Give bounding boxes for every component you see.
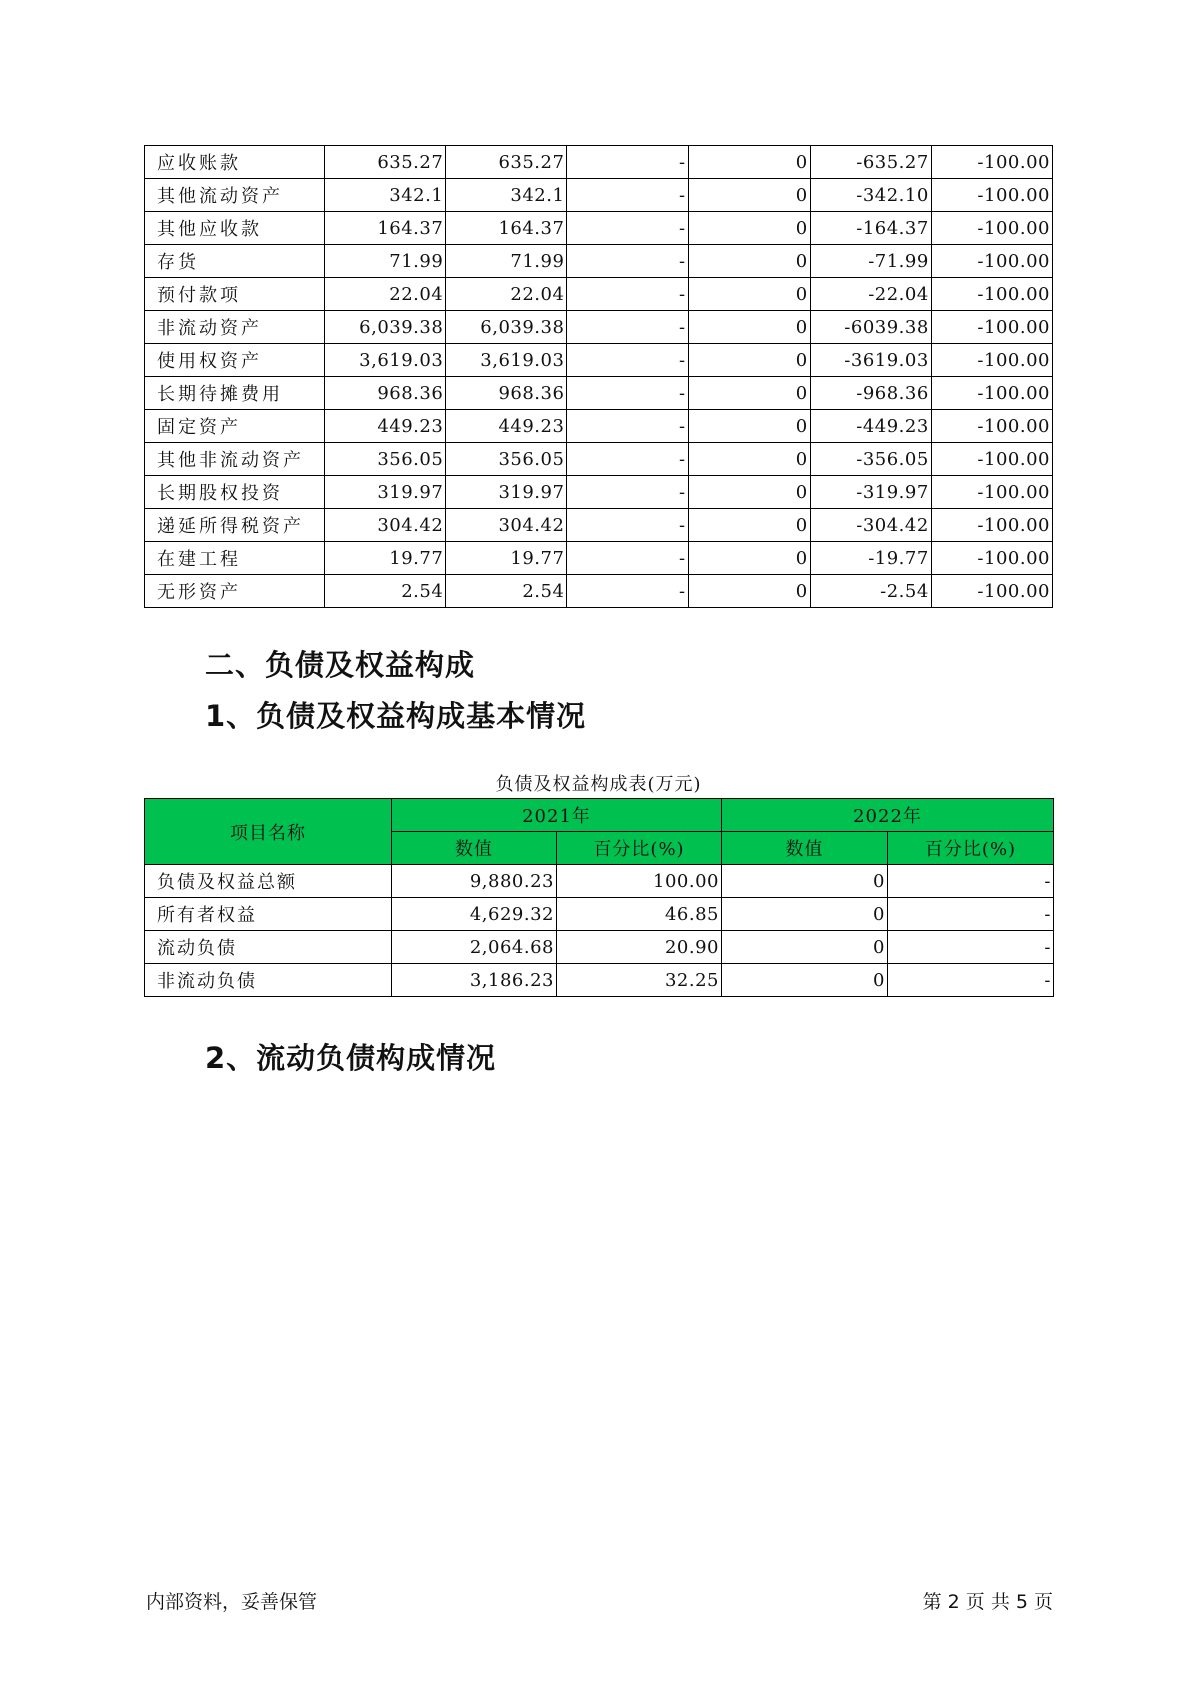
subsection-heading: 2、流动负债构成情况 bbox=[205, 1041, 497, 1075]
value-cell: 4,629.32 bbox=[392, 898, 557, 931]
value-cell: 342.1 bbox=[325, 179, 446, 212]
row-label-cell: 负债及权益总额 bbox=[145, 865, 392, 898]
value-cell: -100.00 bbox=[931, 278, 1052, 311]
row-label-cell: 固定资产 bbox=[145, 410, 325, 443]
value-cell: 319.97 bbox=[325, 476, 446, 509]
value-cell: 22.04 bbox=[325, 278, 446, 311]
value-cell: 2.54 bbox=[446, 575, 567, 608]
table-row bbox=[145, 377, 1053, 410]
value-cell: 0 bbox=[688, 212, 810, 245]
value-cell: -3619.03 bbox=[810, 344, 931, 377]
value-cell: 356.05 bbox=[446, 443, 567, 476]
assets-table-body bbox=[145, 146, 1053, 608]
table-row bbox=[145, 865, 1054, 898]
value-cell: -100.00 bbox=[931, 212, 1052, 245]
value-cell: -100.00 bbox=[931, 443, 1052, 476]
row-label-cell: 其他非流动资产 bbox=[145, 443, 325, 476]
value-cell: 3,619.03 bbox=[325, 344, 446, 377]
value-cell: - bbox=[567, 146, 688, 179]
row-label-cell: 存货 bbox=[145, 245, 325, 278]
value-cell: 164.37 bbox=[325, 212, 446, 245]
column-header-value: 数值 bbox=[722, 832, 888, 865]
value-cell: - bbox=[567, 278, 688, 311]
value-cell: 356.05 bbox=[325, 443, 446, 476]
value-cell: 0 bbox=[722, 931, 888, 964]
value-cell: 0 bbox=[688, 542, 810, 575]
table-row bbox=[145, 212, 1053, 245]
table-row bbox=[145, 964, 1054, 997]
value-cell: 342.1 bbox=[446, 179, 567, 212]
row-label-cell: 非流动负债 bbox=[145, 964, 392, 997]
value-cell: 635.27 bbox=[325, 146, 446, 179]
value-cell: - bbox=[567, 377, 688, 410]
value-cell: 635.27 bbox=[446, 146, 567, 179]
value-cell: -100.00 bbox=[931, 377, 1052, 410]
value-cell: - bbox=[567, 575, 688, 608]
table-row bbox=[145, 278, 1053, 311]
value-cell: -304.42 bbox=[810, 509, 931, 542]
value-cell: -100.00 bbox=[931, 344, 1052, 377]
value-cell: -164.37 bbox=[810, 212, 931, 245]
value-cell: 0 bbox=[722, 964, 888, 997]
value-cell: -100.00 bbox=[931, 311, 1052, 344]
value-cell: -6039.38 bbox=[810, 311, 931, 344]
table-row bbox=[145, 344, 1053, 377]
value-cell: 0 bbox=[688, 443, 810, 476]
value-cell: 20.90 bbox=[557, 931, 722, 964]
value-cell: - bbox=[567, 509, 688, 542]
table-header-row bbox=[145, 799, 1054, 832]
value-cell: - bbox=[567, 344, 688, 377]
table-row bbox=[145, 410, 1053, 443]
value-cell: 3,619.03 bbox=[446, 344, 567, 377]
value-cell: 0 bbox=[688, 245, 810, 278]
value-cell: 0 bbox=[688, 344, 810, 377]
row-label-cell: 其他应收款 bbox=[145, 212, 325, 245]
value-cell: -71.99 bbox=[810, 245, 931, 278]
value-cell: - bbox=[567, 311, 688, 344]
value-cell: 304.42 bbox=[446, 509, 567, 542]
value-cell: 449.23 bbox=[446, 410, 567, 443]
value-cell: 32.25 bbox=[557, 964, 722, 997]
table-row bbox=[145, 245, 1053, 278]
value-cell: -2.54 bbox=[810, 575, 931, 608]
table-row bbox=[145, 179, 1053, 212]
value-cell: - bbox=[888, 865, 1054, 898]
value-cell: 968.36 bbox=[446, 377, 567, 410]
value-cell: 0 bbox=[688, 509, 810, 542]
table-row bbox=[145, 476, 1053, 509]
value-cell: 9,880.23 bbox=[392, 865, 557, 898]
section-heading: 二、负债及权益构成 bbox=[205, 648, 476, 682]
value-cell: 2,064.68 bbox=[392, 931, 557, 964]
value-cell: -100.00 bbox=[931, 245, 1052, 278]
value-cell: 449.23 bbox=[325, 410, 446, 443]
value-cell: 0 bbox=[688, 476, 810, 509]
value-cell: - bbox=[567, 212, 688, 245]
value-cell: 19.77 bbox=[325, 542, 446, 575]
value-cell: - bbox=[888, 964, 1054, 997]
value-cell: 0 bbox=[688, 311, 810, 344]
value-cell: 3,186.23 bbox=[392, 964, 557, 997]
column-header-year1: 2021年 bbox=[392, 799, 722, 832]
subsection-heading: 1、负债及权益构成基本情况 bbox=[205, 699, 587, 733]
value-cell: -449.23 bbox=[810, 410, 931, 443]
column-header-year2: 2022年 bbox=[722, 799, 1054, 832]
assets-table bbox=[144, 145, 1053, 608]
row-label-cell: 无形资产 bbox=[145, 575, 325, 608]
value-cell: -100.00 bbox=[931, 575, 1052, 608]
value-cell: 968.36 bbox=[325, 377, 446, 410]
value-cell: 46.85 bbox=[557, 898, 722, 931]
table-row bbox=[145, 898, 1054, 931]
value-cell: 0 bbox=[722, 898, 888, 931]
column-header-item: 项目名称 bbox=[145, 799, 392, 865]
table-row bbox=[145, 443, 1053, 476]
value-cell: - bbox=[567, 542, 688, 575]
value-cell: 0 bbox=[688, 377, 810, 410]
row-label-cell: 长期待摊费用 bbox=[145, 377, 325, 410]
row-label-cell: 其他流动资产 bbox=[145, 179, 325, 212]
row-label-cell: 预付款项 bbox=[145, 278, 325, 311]
column-header-percent: 百分比(%) bbox=[888, 832, 1054, 865]
row-label-cell: 非流动资产 bbox=[145, 311, 325, 344]
value-cell: 22.04 bbox=[446, 278, 567, 311]
value-cell: 0 bbox=[722, 865, 888, 898]
value-cell: - bbox=[567, 245, 688, 278]
value-cell: 71.99 bbox=[325, 245, 446, 278]
row-label-cell: 在建工程 bbox=[145, 542, 325, 575]
footer-page-number: 第 2 页 共 5 页 bbox=[922, 1591, 1053, 1613]
row-label-cell: 应收账款 bbox=[145, 146, 325, 179]
value-cell: - bbox=[567, 476, 688, 509]
value-cell: -100.00 bbox=[931, 179, 1052, 212]
value-cell: -100.00 bbox=[931, 146, 1052, 179]
table-row bbox=[145, 311, 1053, 344]
table-row bbox=[145, 575, 1053, 608]
row-label-cell: 递延所得税资产 bbox=[145, 509, 325, 542]
column-header-value: 数值 bbox=[392, 832, 557, 865]
value-cell: 2.54 bbox=[325, 575, 446, 608]
value-cell: - bbox=[888, 898, 1054, 931]
value-cell: - bbox=[567, 443, 688, 476]
value-cell: 100.00 bbox=[557, 865, 722, 898]
value-cell: -100.00 bbox=[931, 509, 1052, 542]
value-cell: 0 bbox=[688, 179, 810, 212]
table-caption: 负债及权益构成表(万元) bbox=[495, 774, 702, 795]
row-label-cell: 流动负债 bbox=[145, 931, 392, 964]
table-row bbox=[145, 542, 1053, 575]
value-cell: 0 bbox=[688, 146, 810, 179]
table-row bbox=[145, 146, 1053, 179]
value-cell: -100.00 bbox=[931, 410, 1052, 443]
table-row bbox=[145, 509, 1053, 542]
footer-confidential-note: 内部资料，妥善保管 bbox=[146, 1591, 318, 1613]
value-cell: -342.10 bbox=[810, 179, 931, 212]
value-cell: - bbox=[567, 179, 688, 212]
value-cell: 164.37 bbox=[446, 212, 567, 245]
value-cell: 0 bbox=[688, 278, 810, 311]
value-cell: -100.00 bbox=[931, 476, 1052, 509]
value-cell: - bbox=[888, 931, 1054, 964]
value-cell: 0 bbox=[688, 575, 810, 608]
value-cell: -356.05 bbox=[810, 443, 931, 476]
value-cell: -19.77 bbox=[810, 542, 931, 575]
value-cell: 6,039.38 bbox=[446, 311, 567, 344]
value-cell: 19.77 bbox=[446, 542, 567, 575]
value-cell: -968.36 bbox=[810, 377, 931, 410]
column-header-percent: 百分比(%) bbox=[557, 832, 722, 865]
value-cell: 304.42 bbox=[325, 509, 446, 542]
value-cell: 0 bbox=[688, 410, 810, 443]
value-cell: 71.99 bbox=[446, 245, 567, 278]
value-cell: -22.04 bbox=[810, 278, 931, 311]
table-row bbox=[145, 931, 1054, 964]
value-cell: - bbox=[567, 410, 688, 443]
value-cell: 6,039.38 bbox=[325, 311, 446, 344]
value-cell: -100.00 bbox=[931, 542, 1052, 575]
row-label-cell: 使用权资产 bbox=[145, 344, 325, 377]
liabilities-table-body bbox=[145, 865, 1054, 997]
liabilities-equity-table bbox=[144, 798, 1054, 997]
row-label-cell: 长期股权投资 bbox=[145, 476, 325, 509]
row-label-cell: 所有者权益 bbox=[145, 898, 392, 931]
value-cell: 319.97 bbox=[446, 476, 567, 509]
value-cell: -635.27 bbox=[810, 146, 931, 179]
value-cell: -319.97 bbox=[810, 476, 931, 509]
